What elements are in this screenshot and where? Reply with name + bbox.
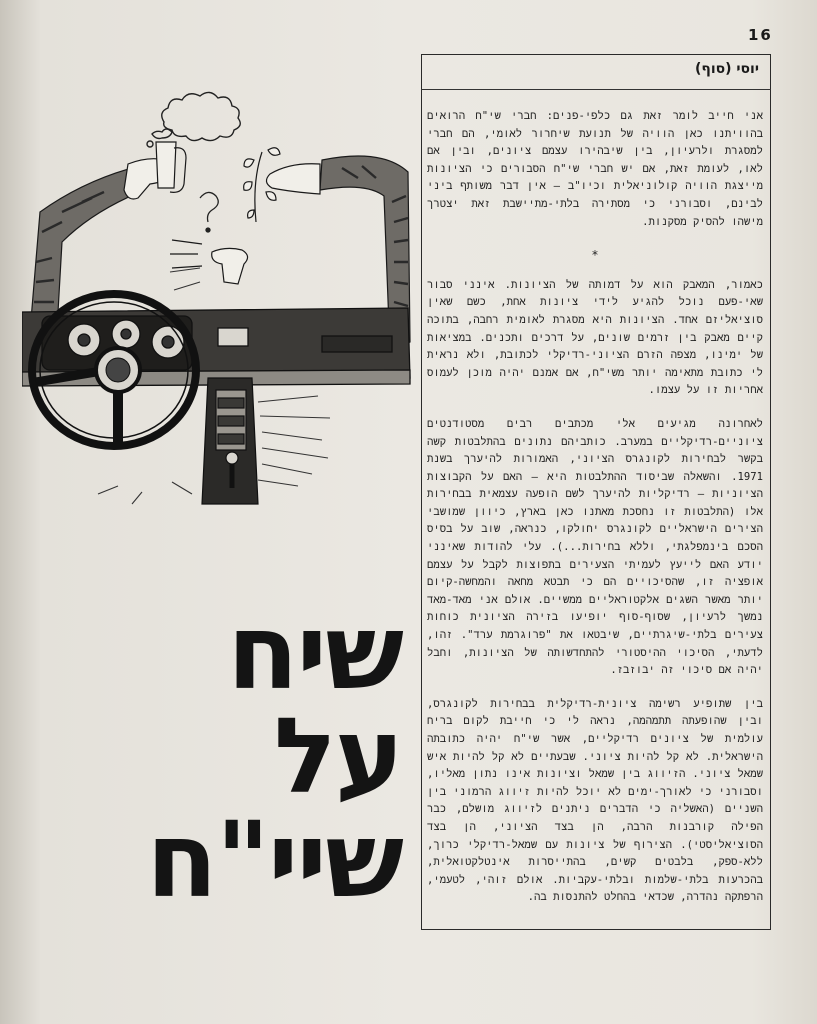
headline [22, 591, 402, 921]
question-mark-icon [200, 192, 218, 232]
car-dashboard-illustration [22, 72, 418, 512]
section-separator: * [591, 248, 599, 263]
article-paragraph: כאמור, המאבק הוא על דמותה של הציונות. אינני סבור שאי-פעם נוכל להגיע לידי ציונות אחת, כשם שאין סוציאליזם אחד. הציונות היא מסגרת לאומית רחבה, בתוכה קיים מאבק בין זרמים שונים, על דרכים ותכנים. במציאות של ימינו, מצפה הזרם הציוני-רדיקלי לכתובת, ולא נראית לי כתובת מתאימה יותר משי"ח, אם אמנם יהיה מוכן לעמוס אחריות זו על עצמו. [427, 278, 763, 397]
article-paragraph: לאחרונה מגיעים אלי מכתבים רבים מסטודנטים ציוניים-רדיקליים במערב. כותביהם נתונים בהתלבטות קשה בקשר לבחירות לקונגרס הציוני, האמורות להיערך בשנת 1971. והשאלה שביסוד ההתלבטות היא – האם על הקבוצות הציוניות – רדיקליות להיערך לשם הופעה עצמאית בבחירות אלו (התלבטות זו נחסכת מאתנו כאן בארץ, כיוון שמושבי הצירים הישראליים לקונגרס יחולקו, כנראה, שוב על בסיס הסכם בינמפלגתי, וללא בחירות...). עלי להודות שאינני יודע האם לייעץ לעמיתי הצעירים בתפוצות לקבל על עצמם אופציה זו, שהסיכויים הם כי תבטא מחאה והמחשה-קיום יותר מאשר השגים אלקטוראליים ממשיים. אולם אני מאד-מאד נמשך לרעיון, שסוף-סוף יופיעו בזירה הציונית כוחות צעירים בלתי-שיגרתיים, שיבטאו את "פרוגרמת ערד". זהו, לדעתי, הסיכוי ההיסטורי להתחדשותה של הציונות, וחבל יהיה אם סיכוי זה יבוזבז. [427, 417, 763, 677]
smoke-clouds-icon [147, 92, 240, 147]
headline-line-3: שיי"ח [146, 799, 402, 921]
article-paragraph: בין שתופיע רשימה ציונית-רדיקלית בבחירות לקונגרס, ובין שהופעתה תתמהמה, נראה לי כי חייבת לקום בריח עולמית של ציונים רדיקליים, אשר שי"ח יהיה כתובתה הישראלית. לא קל להיות ציוני. שבעתיים לא קל להיות איש שמאל ציוני. הזיווג בין שמאל וציונות אינו נתון מאליו, וסבורני כי לאורך-ימים לא יוכל להיות זיווג הרמוני בין השניים (האשליה כי הדברים ניתנים לזיווג מושלם, כבר הפילה קורבנות הרבה, הן בצד הציוני, הן בצד הסוציאליסטי). הצירוף של ציונות עם שמאל-רדיקלי כרוך, ללא-ספק, בלבטים קשים, בהתייסרות אינטלקטואלית, בהכרעות בלתי-שלמות ובלתי-עקביות. אולם זוהי, לטעמי, הרפתקה נהדרה, שכדאי בהחלט להתנסות בה. [427, 697, 763, 904]
console-gearshift-icon [202, 378, 258, 504]
headline-line-1: שיח [227, 591, 402, 713]
author-byline: יוסי (סוף) [694, 61, 759, 77]
page-number: 16 [748, 26, 773, 44]
article-header [421, 54, 771, 90]
article-text [427, 108, 763, 923]
article-paragraph: אני חייב לומר זאת גם כלפי-פנים: חברי שי"ח הרואים בהוויתנו כאן הוויה של תנועת שיחרור לאומי, הם חברי למסגרת ולרעיון, בין שיבהירו עצמם ציונים, ובין אם לאו, לעומת זאת, אם יש חברי שי"ח הסבורים כי הציונות מייצגת הוויה קולוניאלית וכיו"ב – אין דבר משותף ביני לבינם, וסבורני כי מסתירה בלתי-מתיישבת זאת יצטרך מישהו להסיק מסקנות. [427, 110, 763, 228]
hand-gear-icon [170, 240, 248, 284]
headline-line-2: על [273, 695, 402, 817]
